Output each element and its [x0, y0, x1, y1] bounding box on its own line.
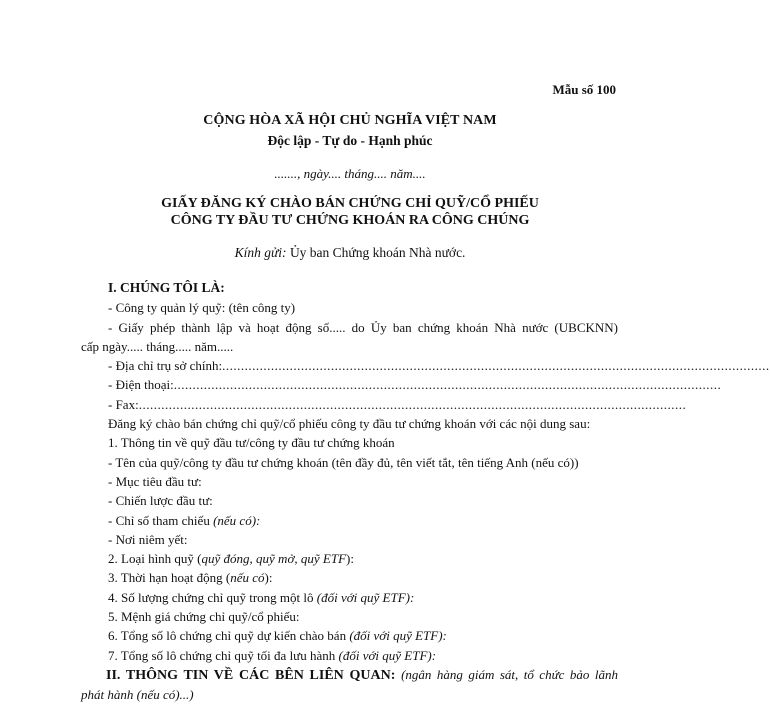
fax-label: - Fax: — [108, 396, 139, 412]
item-6-note: (đối với quỹ ETF): — [349, 628, 447, 644]
fund-name-line: - Tên của quỹ/công ty đầu tư chứng khoán (tên đầy đủ, tên viết tắt, tên tiếng Anh (nếu có)) — [108, 454, 579, 470]
company-line: - Công ty quản lý quỹ: (tên công ty) — [108, 300, 296, 316]
item-7-note: (đối với quỹ ETF): — [338, 647, 437, 663]
item-3 — [108, 568, 618, 587]
fax-line — [108, 395, 687, 414]
document-title-line-2: CÔNG TY ĐẦU TƯ CHỨNG KHOÁN RA CÔNG CHÚNG — [170, 213, 530, 228]
address-line — [108, 356, 770, 375]
reference-index-label: - Chỉ số tham chiếu — [108, 512, 214, 528]
nation-title: CỘNG HÒA XÃ HỘI CHỦ NGHĨA VIỆT NAM — [203, 113, 497, 128]
section-2-continuation — [81, 685, 618, 704]
form-number: Mẫu số 100 — [552, 82, 616, 97]
recipient-value: Ủy ban Chứng khoán Nhà nước. — [289, 245, 466, 260]
reference-index-line — [108, 511, 618, 530]
objective-line: - Mục tiêu đầu tư: — [108, 473, 202, 489]
item-7 — [108, 646, 618, 665]
license-line: - Giấy phép thành lập và hoạt động số..... do Ủy ban chứng khoán Nhà nước (UBCKNN) — [108, 319, 618, 335]
date-line: ......., ngày.... tháng.... năm.... — [274, 166, 426, 181]
section-1-heading: I. CHÚNG TÔI LÀ: — [108, 280, 225, 295]
item-2-label: 2. Loại hình quỹ ( — [108, 551, 202, 567]
fax-dots: .................................................................................................................................................. — [138, 396, 687, 412]
item-5: 5. Mệnh giá chứng chỉ quỹ/cổ phiếu: — [108, 609, 300, 625]
item-3-label: 3. Thời hạn hoạt động ( — [108, 570, 231, 586]
document-body — [81, 278, 770, 705]
address-dots: .................................................................................................................................................. — [222, 358, 770, 374]
item-2-note: quỹ đóng, quỹ mở, quỹ ETF — [201, 551, 347, 567]
register-intro: Đăng ký chào bán chứng chỉ quỹ/cổ phiếu công ty đầu tư chứng khoán với các nội dung sau: — [108, 416, 591, 432]
national-motto: Độc lập - Tự do - Hạnh phúc — [267, 133, 433, 148]
item-4-note: (đối với quỹ ETF): — [316, 589, 415, 605]
section-2-note-b: phát hành (nếu có)...) — [81, 687, 194, 703]
item-3-note: nếu có — [230, 570, 265, 586]
item-7-label: 7. Tổng số lô chứng chỉ quỹ tối đa lưu hành — [108, 647, 339, 663]
item-4-label: 4. Số lượng chứng chỉ quỹ trong một lô — [108, 589, 317, 605]
phone-dots: .................................................................................................................................................. — [173, 377, 722, 393]
document-title-line-1: GIẤY ĐĂNG KÝ CHÀO BÁN CHỨNG CHỈ QUỸ/CỔ PHIẾU — [161, 196, 539, 211]
recipient-line — [0, 245, 700, 261]
license-date-line: cấp ngày..... tháng..... năm..... — [81, 338, 234, 354]
item-2 — [108, 549, 618, 568]
section-2-heading: II. THÔNG TIN VỀ CÁC BÊN LIÊN QUAN: — [106, 667, 402, 683]
item-6 — [108, 626, 618, 645]
item-6-label: 6. Tổng số lô chứng chỉ quỹ dự kiến chào bán — [108, 628, 350, 644]
address-label: - Địa chỉ trụ sở chính: — [108, 358, 223, 374]
recipient-label: Kính gửi: — [234, 245, 287, 260]
phone-label: - Điện thoại: — [108, 377, 174, 393]
item-4 — [108, 588, 618, 607]
strategy-line: - Chiến lược đầu tư: — [108, 493, 213, 509]
listing-line: - Nơi niêm yết: — [108, 531, 188, 547]
item-2-end: ): — [346, 551, 354, 567]
section-2-line — [106, 665, 618, 685]
item-1: 1. Thông tin về quỹ đầu tư/công ty đầu tư chứng khoán — [108, 435, 395, 451]
section-2-note-a: (ngân hàng giám sát, tổ chức bảo lãnh — [401, 666, 618, 682]
phone-line — [108, 375, 722, 394]
item-3-end: ): — [264, 570, 273, 586]
reference-index-note: (nếu có): — [213, 512, 261, 528]
